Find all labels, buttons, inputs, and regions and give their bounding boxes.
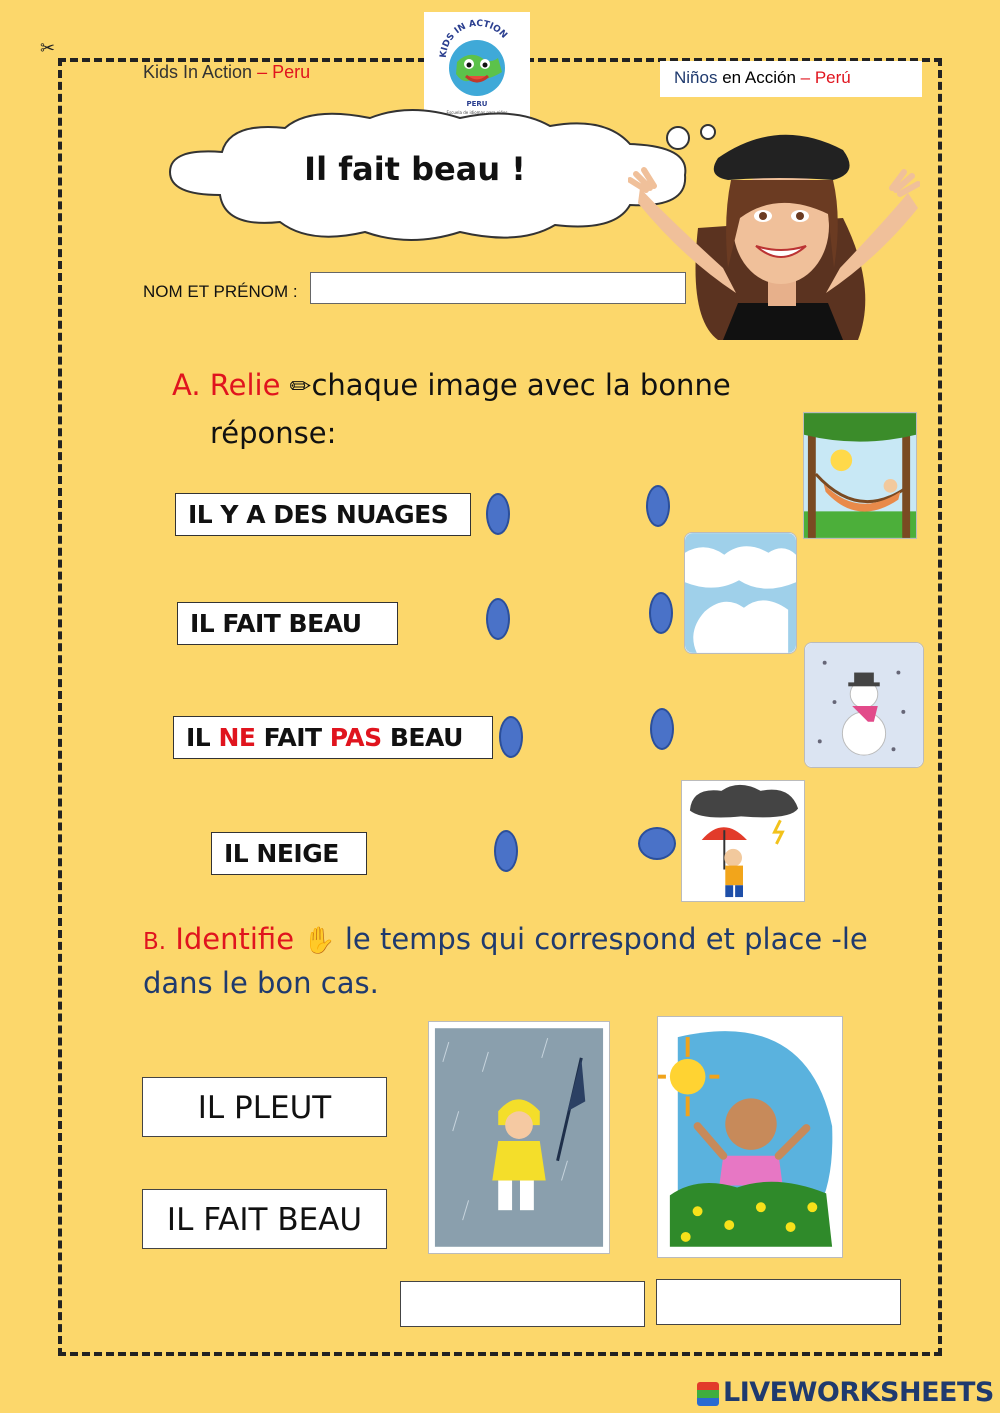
match-label-1: IL Y A DES NUAGES (175, 493, 471, 536)
left-connector-dot-4[interactable] (494, 830, 518, 872)
teacher-avatar (628, 118, 920, 340)
logo-text: KIDS IN ACTION (438, 18, 509, 59)
name-label: NOM ET PRÉNOM : (143, 282, 298, 301)
logo-country: PERU (466, 100, 488, 108)
hammock-sun-picture (803, 412, 917, 539)
header-left-brand (143, 62, 310, 83)
brand-middle-es: en Acción (717, 68, 796, 87)
label-part-ne: NE (218, 723, 256, 752)
name-field[interactable] (310, 272, 686, 304)
section-b-verb: Identifie (175, 922, 295, 956)
right-connector-dot-4[interactable] (638, 827, 676, 860)
logo-tagline: Escuela de idiomas para niños (446, 110, 508, 115)
right-connector-dot-3[interactable] (650, 708, 674, 750)
section-b-line1: le temps qui correspond et place -le (335, 922, 868, 956)
page-title: Il fait beau ! (304, 150, 526, 188)
section-a-line2: réponse: (210, 416, 337, 450)
pencil-icon: ✏ (289, 372, 312, 402)
label-part: BEAU (381, 723, 463, 752)
section-a-line1: chaque image avec la bonne (311, 368, 731, 402)
match-label-4: IL NEIGE (211, 832, 367, 875)
answer-box-2[interactable] (656, 1279, 901, 1325)
brand-name-es: Niños (674, 68, 718, 87)
label-part: IL (186, 723, 219, 752)
left-connector-dot-2[interactable] (486, 598, 510, 640)
match-label-3 (173, 716, 493, 759)
brand-country-es: – Perú (795, 68, 851, 87)
liveworksheets-logo-icon (697, 1382, 719, 1406)
rain-child-picture (428, 1021, 610, 1254)
scissors-icon: ✂ (40, 38, 56, 59)
brand-name: Kids In Action (143, 62, 253, 82)
sun-child-picture (657, 1016, 843, 1258)
label-part: FAIT (255, 723, 330, 752)
match-label-2: IL FAIT BEAU (177, 602, 398, 645)
section-b-letter: B. (143, 929, 167, 955)
left-connector-dot-1[interactable] (486, 493, 510, 535)
left-connector-dot-3[interactable] (499, 716, 523, 758)
clouds-picture (684, 532, 797, 654)
brand-country: – Peru (252, 62, 311, 82)
hand-icon: ✋ (303, 926, 336, 956)
section-a-verb: Relie (209, 368, 281, 402)
liveworksheets-text: LIVEWORKSHEETS (723, 1377, 994, 1408)
section-a-instruction (172, 368, 731, 402)
answer-box-1[interactable] (400, 1281, 645, 1327)
label-part-pas: PAS (329, 723, 382, 752)
section-a-letter: A. (172, 368, 201, 402)
right-connector-dot-1[interactable] (646, 485, 670, 527)
section-b-instruction (143, 922, 868, 956)
section-b-line2: dans le bon cas. (143, 966, 379, 1000)
liveworksheets-brand[interactable] (697, 1377, 994, 1408)
right-connector-dot-2[interactable] (649, 592, 673, 634)
option-box-1[interactable]: IL PLEUT (142, 1077, 387, 1137)
option-box-2[interactable]: IL FAIT BEAU (142, 1189, 387, 1249)
storm-umbrella-picture (681, 780, 805, 902)
header-right-brand (660, 61, 922, 97)
snowman-picture (804, 642, 924, 768)
